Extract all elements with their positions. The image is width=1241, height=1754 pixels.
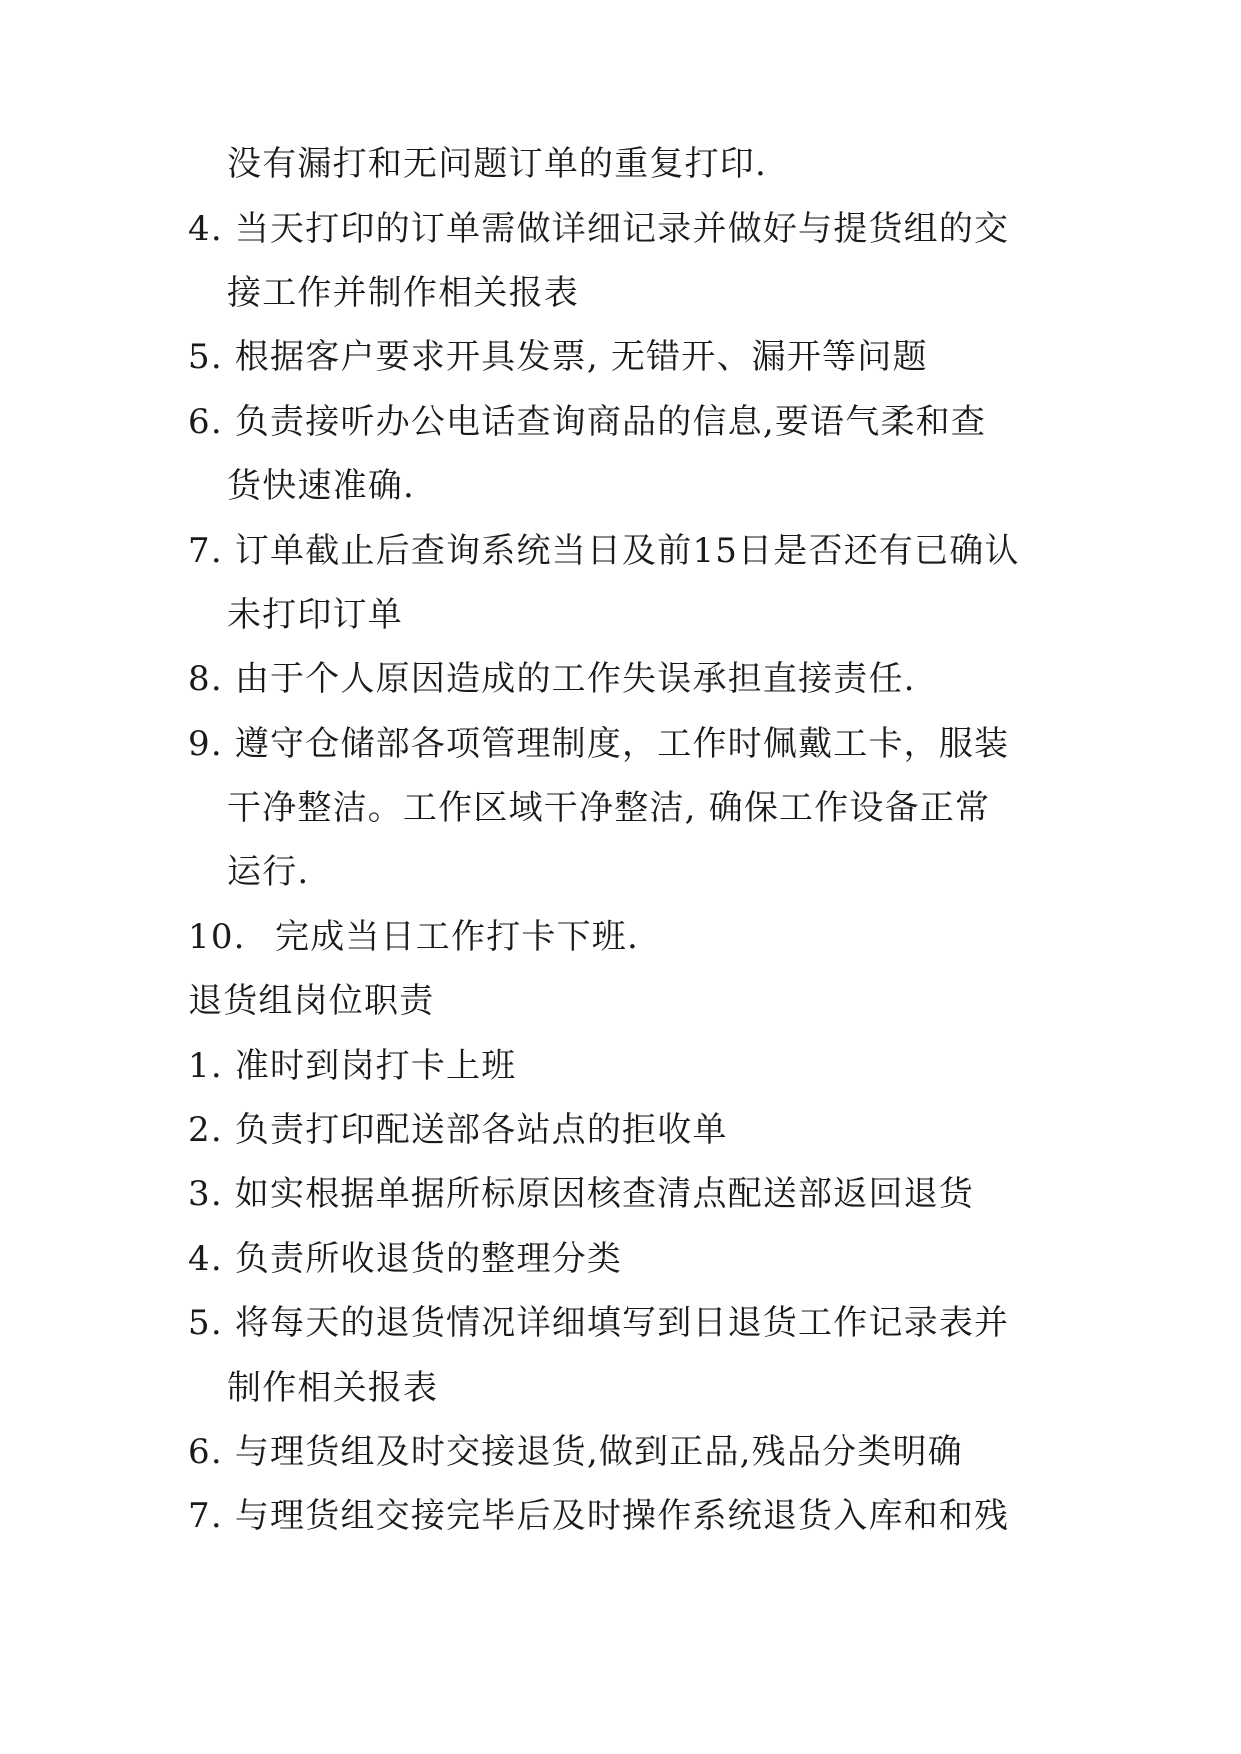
list-item: 5. 将每天的退货情况详细填写到日退货工作记录表并 bbox=[188, 1303, 1010, 1343]
list-item: 4. 当天打印的订单需做详细记录并做好与提货组的交 bbox=[188, 209, 1010, 249]
list-item: 1. 准时到岗打卡上班 bbox=[188, 1046, 517, 1086]
list-item: 4. 负责所收退货的整理分类 bbox=[188, 1239, 623, 1279]
text-line: 制作相关报表 bbox=[227, 1368, 439, 1408]
list-item: 7. 与理货组交接完毕后及时操作系统退货入库和和残 bbox=[188, 1496, 1010, 1536]
list-item bbox=[188, 917, 639, 957]
list-number: 10. bbox=[188, 917, 246, 957]
list-item: 2. 负责打印配送部各站点的拒收单 bbox=[188, 1110, 728, 1150]
text-line: 接工作并制作相关报表 bbox=[227, 273, 579, 313]
text-line: 干净整洁。工作区域干净整洁, 确保工作设备正常 bbox=[227, 788, 991, 828]
text-line: 未打印订单 bbox=[227, 595, 403, 635]
section-heading: 退货组岗位职责 bbox=[188, 981, 435, 1021]
list-item: 9. 遵守仓储部各项管理制度，工作时佩戴工卡，服装 bbox=[188, 724, 1010, 764]
list-item: 3. 如实根据单据所标原因核查清点配送部返回退货 bbox=[188, 1174, 975, 1214]
list-item: 6. 与理货组及时交接退货,做到正品,残品分类明确 bbox=[188, 1432, 963, 1472]
list-item: 6. 负责接听办公电话查询商品的信息,要语气柔和查 bbox=[188, 402, 987, 442]
list-item: 7. 订单截止后查询系统当日及前15日是否还有已确认 bbox=[188, 531, 1020, 571]
text-line: 货快速准确. bbox=[227, 466, 416, 506]
list-item: 5. 根据客户要求开具发票, 无错开、漏开等问题 bbox=[188, 337, 928, 377]
text-line: 运行. bbox=[227, 852, 310, 892]
list-item-text: 完成当日工作打卡下班. bbox=[275, 917, 640, 957]
list-item: 8. 由于个人原因造成的工作失误承担直接责任. bbox=[188, 659, 916, 699]
text-line: 没有漏打和无问题订单的重复打印. bbox=[227, 144, 768, 184]
